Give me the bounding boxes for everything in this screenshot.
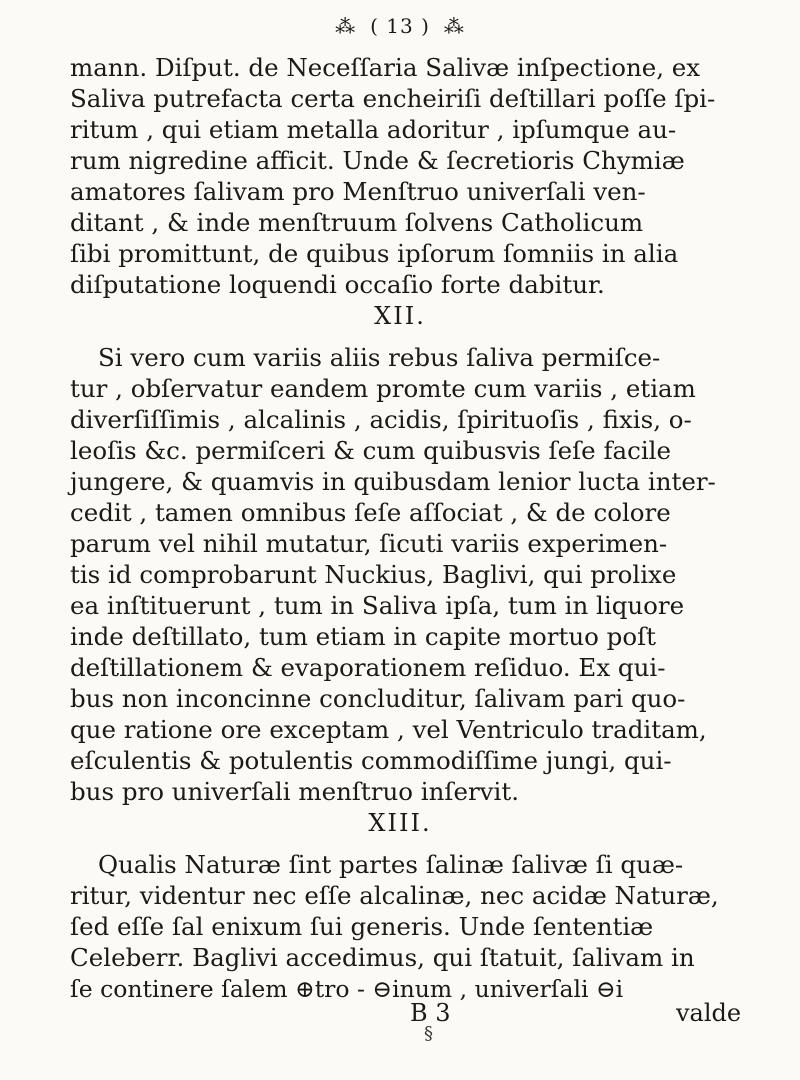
- text-line: bus non inconcinne concluditur, ſalivam pari quo-: [70, 684, 686, 713]
- text-line: leoſis &c. permiſceri & cum quibusvis ſeſe facile: [70, 436, 672, 465]
- text-line: Celeberr. Baglivi accedimus, qui ſtatuit, ſalivam in: [70, 943, 695, 972]
- signature-mark: B 3: [410, 999, 451, 1027]
- section-heading-xiii: XIII.: [368, 809, 432, 837]
- ornament-right-icon: ⁂: [443, 14, 465, 38]
- text-line: amatores ſalivam pro Menſtruo univerſali ven-: [70, 177, 646, 206]
- text-line: ſe continere ſalem ⊕tro - ⊖inum , univerſali ⊖i: [70, 975, 624, 1003]
- text-line: inde deſtillato, tum etiam in capite mortuo poſt: [70, 622, 657, 651]
- text-line: diſputatione loquendi occaſio forte dabitur.: [70, 270, 605, 299]
- text-line: mann. Diſput. de Neceſſaria Salivæ inſpectione, ex: [70, 53, 701, 82]
- text-line: tis id comprobarunt Nuckius, Baglivi, qui prolixe: [70, 560, 677, 589]
- section-heading-xii: XII.: [374, 302, 426, 330]
- text-line: deſtillationem & evaporationem reſiduo. Ex qui-: [70, 653, 666, 682]
- text-line: parum vel nihil mutatur, ſicuti variis experimen-: [70, 529, 668, 558]
- page-header: [0, 14, 800, 39]
- text-line: tur , obſervatur eandem promte cum variis , etiam: [70, 374, 696, 403]
- page-number: ( 13 ): [370, 14, 430, 38]
- text-line: ritur, videntur nec eſſe alcalinæ, nec acidæ Naturæ,: [70, 881, 719, 910]
- text-line: cedit , tamen omnibus ſeſe aſſociat , & de colore: [70, 498, 671, 527]
- text-line: bus pro univerſali menſtruo inſervit.: [70, 777, 519, 806]
- text-line: Si vero cum variis aliis rebus ſaliva permiſce-: [98, 343, 661, 372]
- text-line: ea inſtituerunt , tum in Saliva ipſa, tum in liquore: [70, 591, 685, 620]
- text-line: ſed eſſe ſal enixum ſui generis. Unde ſententiæ: [70, 912, 654, 941]
- ornament-left-icon: ⁂: [335, 14, 357, 38]
- text-line: que ratione ore exceptam , vel Ventriculo traditam,: [70, 715, 707, 744]
- text-line: jungere, & quamvis in quibusdam lenior lucta inter-: [70, 467, 716, 496]
- text-line: ritum , qui etiam metalla adoritur , ipſumque au-: [70, 115, 677, 144]
- catchword: valde: [676, 999, 742, 1027]
- text-line: Qualis Naturæ ſint partes ſalinæ ſalivæ ſi quæ-: [98, 850, 684, 879]
- text-line: Saliva putrefacta certa encheiriſi deſtillari poſſe ſpi-: [70, 84, 716, 113]
- text-line: rum nigredine afficit. Unde & ſecretioris Chymiæ: [70, 146, 685, 175]
- text-line: eſculentis & potulentis commodiſſime jungi, qui-: [70, 746, 672, 775]
- text-line: ditant , & inde menſtruum ſolvens Catholicum: [70, 208, 644, 237]
- bottom-mark: §: [424, 1023, 433, 1044]
- text-line: ſibi promittunt, de quibus ipſorum ſomniis in alia: [70, 239, 679, 268]
- text-line: diverſiſſimis , alcalinis , acidis, ſpirituoſis , fixis, o-: [70, 405, 692, 434]
